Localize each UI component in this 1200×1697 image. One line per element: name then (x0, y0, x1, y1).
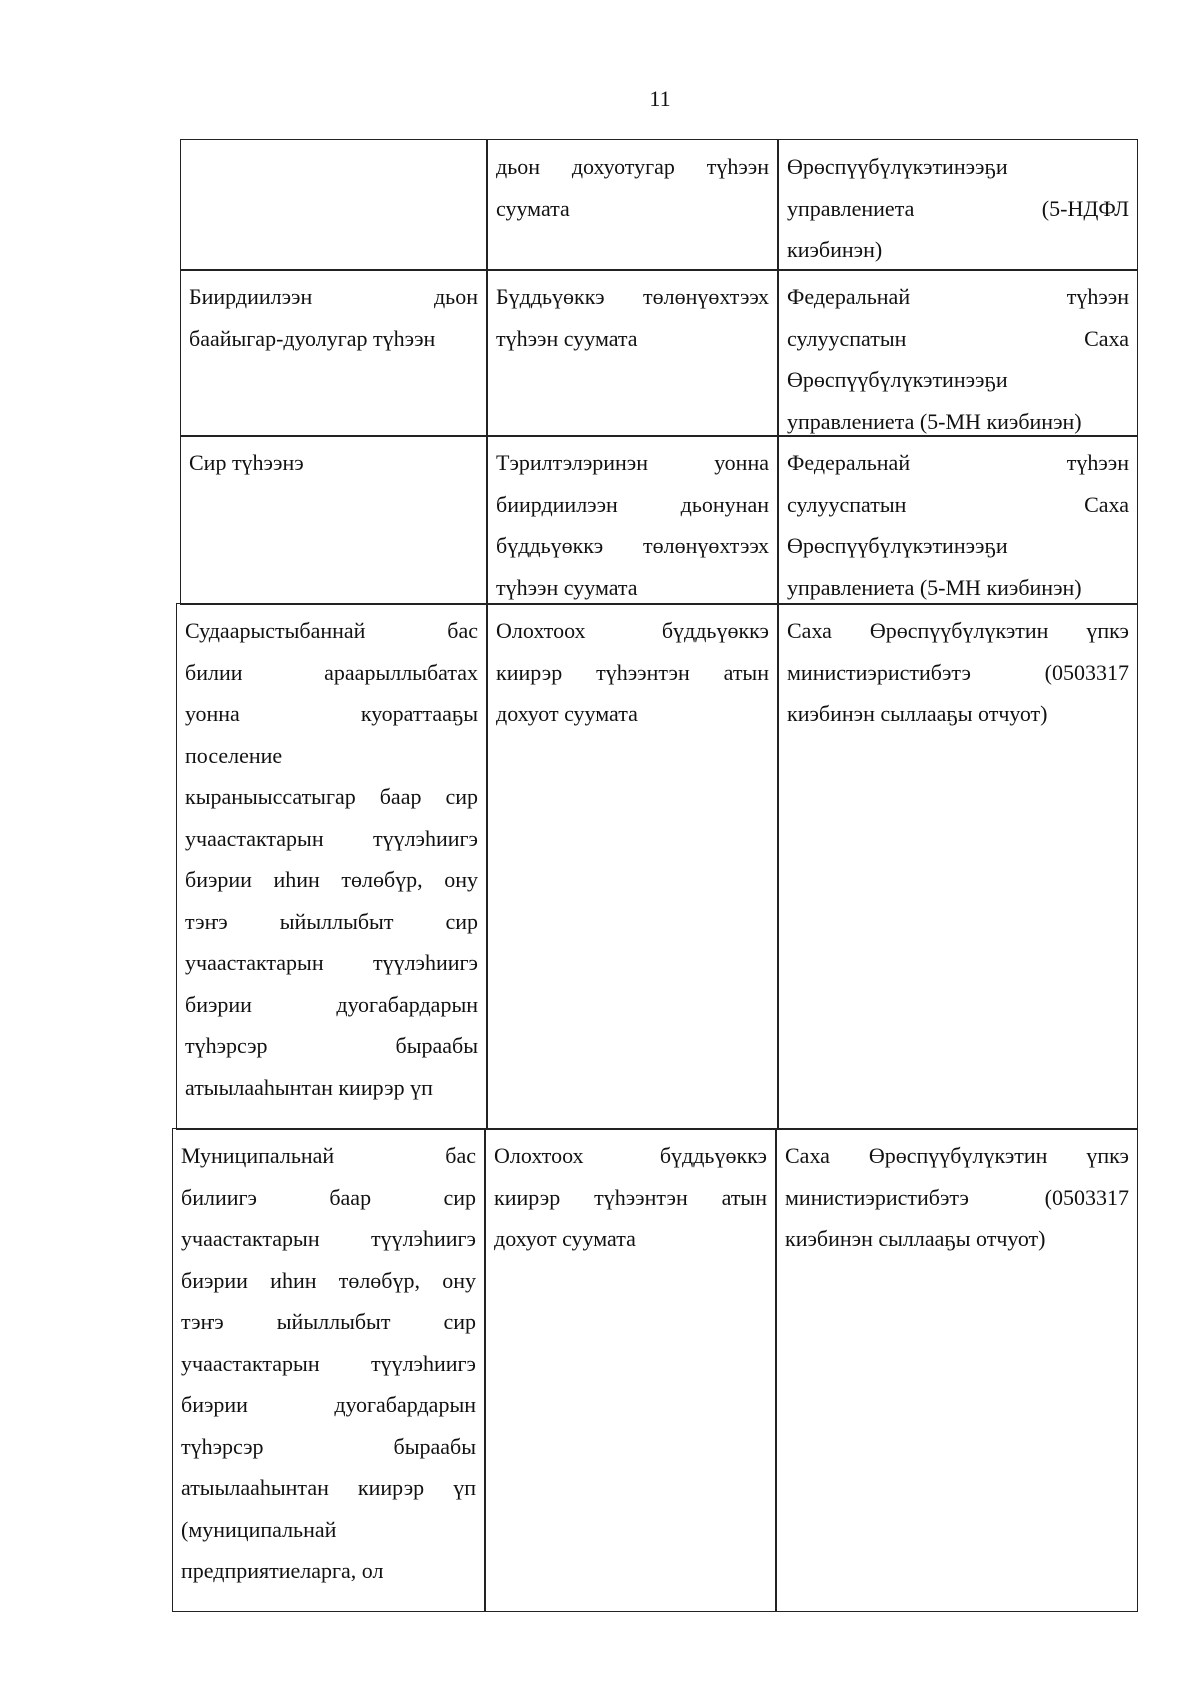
cell-line: Саха Өрөспүүбүлүкэтин үпкэ (785, 1143, 1129, 1168)
cell-line: бүддьүөккэ төлөнүөхтээх (496, 533, 769, 558)
row1-col1-cell (180, 139, 487, 271)
row5-col1-cell (172, 1128, 485, 1612)
cell-line: атыылааһынтан киирэр үп (181, 1475, 476, 1500)
cell-line: билии араарыллыбатах (185, 659, 478, 685)
row4-col1-cell (176, 603, 487, 1130)
row5-col2-cell (485, 1128, 776, 1612)
cell-line: поселение (185, 742, 283, 768)
cell-line: киэбинэн сыллааҕы отчуот) (787, 701, 1048, 726)
row5-col3-cell (776, 1128, 1138, 1612)
cell-line: сулууспатын Саха (787, 491, 1129, 517)
row2-col2-cell (487, 269, 778, 437)
row4-col3-cell (778, 603, 1138, 1130)
cell-line: түһэрсэр быраабы (185, 1033, 478, 1058)
cell-line: баайыгар-дуолугар түһээн (189, 325, 436, 351)
cell-line: Өрөспүүбүлүкэтинээҕи (787, 154, 1008, 179)
cell-line: учаастактарын түүлэһиигэ (185, 950, 478, 975)
cell-line: дьон дохуотугар түһээн (496, 154, 769, 179)
cell-line: министиэристибэтэ (0503317 (787, 659, 1129, 685)
row2-col3-cell (778, 269, 1138, 437)
cell-line: дохуот суумата (494, 1226, 636, 1251)
row3-col1-cell (180, 435, 487, 605)
cell-line: уонна куораттааҕы (185, 701, 478, 726)
cell-line: Судаарыстыбаннай бас (185, 618, 478, 643)
cell-line: биэрии дуогабардарын (181, 1392, 476, 1417)
row3-col2-cell (487, 435, 778, 605)
row2-col1-cell (180, 269, 487, 437)
cell-line: биирдиилээн дьонунан (496, 491, 769, 517)
cell-line: Өрөспүүбүлүкэтинээҕи (787, 533, 1008, 558)
cell-line: учаастактарын түүлэһиигэ (181, 1226, 476, 1251)
cell-line: түһэрсэр быраабы (181, 1433, 476, 1459)
cell-line: Федеральнай түһээн (787, 450, 1129, 475)
cell-line: билиигэ баар сир (181, 1184, 476, 1210)
cell-line: управлениета (5-МН киэбинэн) (787, 574, 1082, 600)
cell-line: киэбинэн сыллааҕы отчуот) (785, 1226, 1046, 1251)
cell-line: Олохтоох бүддьүөккэ (494, 1143, 767, 1168)
cell-line: түһээн суумата (496, 574, 638, 600)
row1-col2-cell (487, 139, 778, 271)
cell-line: Саха Өрөспүүбүлүкэтин үпкэ (787, 618, 1129, 643)
cell-line: Бүддьүөккэ төлөнүөхтээх (496, 284, 769, 309)
cell-line: Өрөспүүбүлүкэтинээҕи (787, 367, 1008, 392)
cell-line: киирэр түһээнтэн атын (496, 659, 769, 685)
cell-line: учаастактарын түүлэһиигэ (185, 825, 478, 851)
cell-line: Сир түһээнэ (189, 450, 304, 475)
cell-line: киирэр түһээнтэн атын (494, 1184, 767, 1210)
cell-line: предприятиеларга, ол (181, 1558, 384, 1583)
cell-line: министиэристибэтэ (0503317 (785, 1184, 1129, 1210)
cell-line: Биирдиилээн дьон (189, 284, 478, 309)
cell-line: Тэрилтэлэринэн уонна (496, 450, 769, 475)
cell-line: атыылааһынтан киирэр үп (185, 1074, 433, 1100)
cell-line: дохуот суумата (496, 701, 638, 726)
cell-line: Олохтоох бүддьүөккэ (496, 618, 769, 643)
cell-line: (муниципальнай (181, 1516, 337, 1542)
cell-line: Муниципальнай бас (181, 1143, 476, 1168)
cell-line: сулууспатын Саха (787, 325, 1129, 351)
cell-line: түһээн суумата (496, 325, 638, 351)
cell-line: биэрии иһин төлөбүр, ону (181, 1267, 476, 1293)
cell-line: киэбинэн) (787, 237, 883, 262)
cell-line: управлениета (5-МН киэбинэн) (787, 408, 1082, 434)
cell-line: суумата (496, 195, 570, 221)
row1-col3-cell (778, 139, 1138, 271)
cell-line: биэрии дуогабардарын (185, 991, 478, 1017)
cell-line: тэҥэ ыйыллыбыт сир (181, 1309, 476, 1334)
cell-line: учаастактарын түүлэһиигэ (181, 1350, 476, 1376)
cell-line: Федеральнай түһээн (787, 284, 1129, 309)
cell-line: кыраныыссатыгар баар сир (185, 784, 478, 809)
row4-col2-cell (487, 603, 778, 1130)
cell-line: тэҥэ ыйыллыбыт сир (185, 908, 478, 934)
cell-line: биэрии иһин төлөбүр, ону (185, 867, 478, 892)
cell-line: управлениета (5-НДФЛ (787, 195, 1129, 221)
page-number: 11 (649, 86, 671, 111)
row3-col3-cell (778, 435, 1138, 605)
